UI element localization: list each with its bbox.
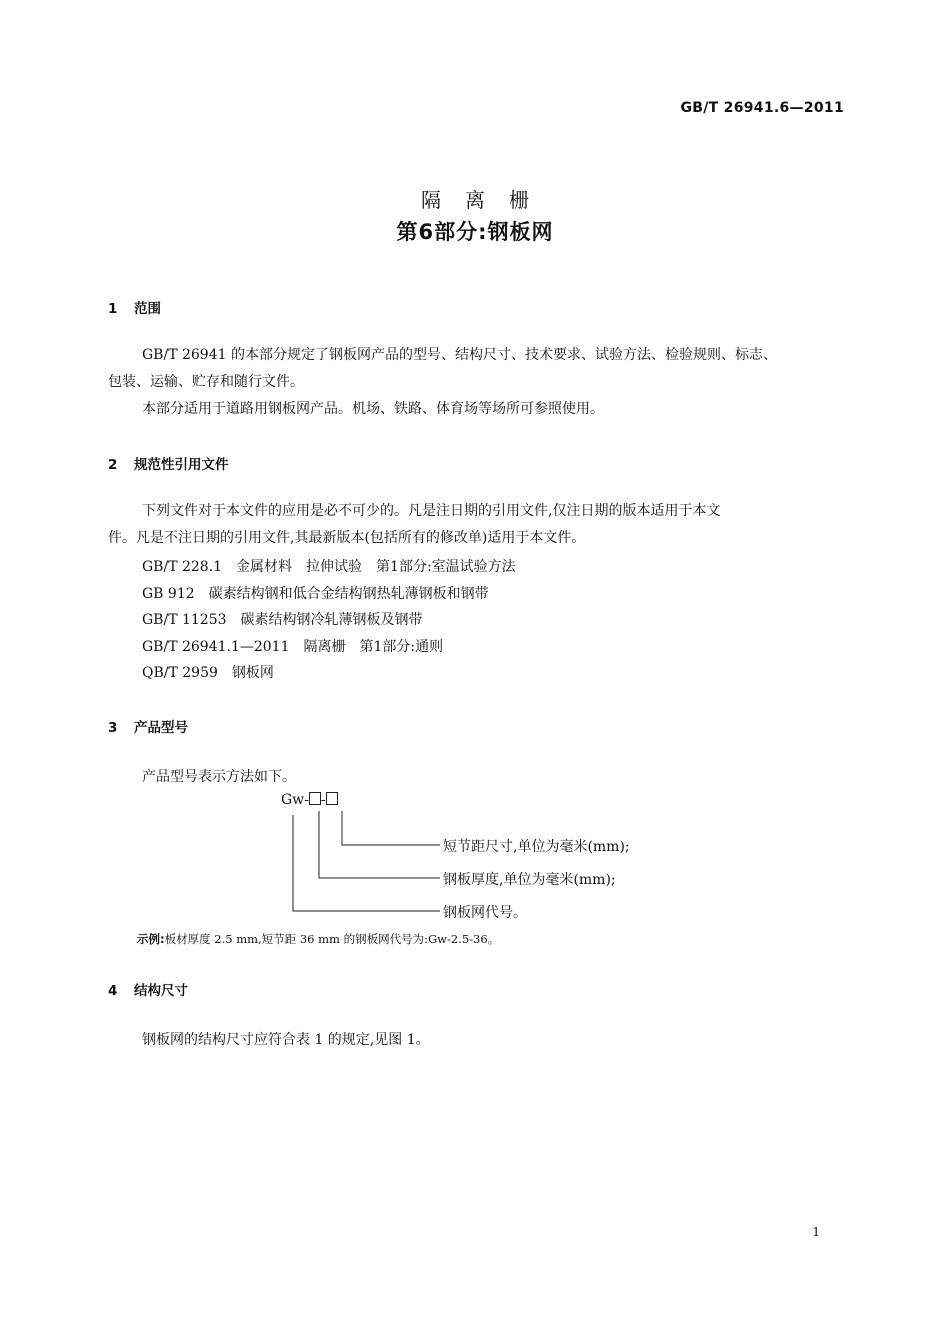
- reference-item: GB/T 228.1 金属材料 拉伸试验 第1部分:室温试验方法: [142, 559, 516, 575]
- leader-line-pitch: [342, 811, 440, 845]
- example-note: [137, 931, 499, 947]
- placeholder-box-1: [309, 792, 321, 805]
- section-1-p1-line2: 包装、运输、贮存和随行文件。: [108, 374, 304, 390]
- section-1-p1-line1: GB/T 26941 的本部分规定了钢板网产品的型号、结构尺寸、技术要求、试验方法、检验规则、标志、: [142, 347, 777, 363]
- section-1-title: 范围: [134, 301, 161, 317]
- page-number: 1: [812, 1225, 820, 1239]
- document-subtitle: 第6部分:钢板网: [396, 220, 554, 244]
- section-2-p1-line1: 下列文件对于本文件的应用是必不可少的。凡是注日期的引用文件,仅注日期的版本适用于本文: [142, 503, 721, 519]
- section-2-paragraph-1: [108, 498, 846, 552]
- section-1-heading: [108, 297, 161, 317]
- section-2-title: 规范性引用文件: [134, 457, 229, 473]
- section-1-paragraph-2: [108, 396, 846, 423]
- section-4-title: 结构尺寸: [134, 983, 188, 999]
- section-4-paragraph-1: 钢板网的结构尺寸应符合表 1 的规定,见图 1。: [142, 1032, 430, 1048]
- example-label: 示例:: [137, 932, 165, 946]
- section-1-p2-text: 本部分适用于道路用钢板网产品。机场、铁路、体育场等场所可参照使用。: [142, 401, 604, 417]
- reference-item: GB/T 11253 碳素结构钢冷轧薄钢板及钢带: [142, 612, 423, 628]
- section-1-number: 1: [108, 301, 118, 317]
- example-text: 板材厚度 2.5 mm,短节距 36 mm 的钢板网代号为:Gw-2.5-36。: [164, 932, 500, 946]
- section-3-number: 3: [108, 720, 118, 736]
- standard-code: GB/T 26941.6—2011: [680, 100, 844, 116]
- document-title: 隔离栅: [421, 188, 553, 212]
- section-2-number: 2: [108, 457, 118, 473]
- reference-item: QB/T 2959 钢板网: [142, 665, 274, 681]
- section-3-title: 产品型号: [134, 720, 188, 736]
- section-2-heading: [108, 453, 229, 473]
- product-code-separator: -: [320, 792, 326, 808]
- label-code: 钢板网代号。: [443, 905, 527, 921]
- placeholder-box-2: [326, 792, 338, 805]
- section-4-heading: [108, 979, 188, 999]
- section-3-heading: [108, 716, 188, 736]
- section-3-intro: 产品型号表示方法如下。: [142, 769, 296, 785]
- section-4-number: 4: [108, 983, 118, 999]
- section-2-p1-line2: 件。凡是不注日期的引用文件,其最新版本(包括所有的修改单)适用于本文件。: [108, 530, 586, 546]
- reference-item: GB 912 碳素结构钢和低合金结构钢热轧薄钢板和钢带: [142, 586, 489, 602]
- section-1-paragraph-1: [108, 342, 846, 396]
- reference-item: GB/T 26941.1—2011 隔离栅 第1部分:通则: [142, 639, 444, 655]
- leader-line-code: [293, 815, 440, 911]
- leader-line-thickness: [319, 811, 440, 878]
- label-thickness: 钢板厚度,单位为毫米(mm);: [443, 872, 616, 888]
- product-code: [281, 792, 338, 808]
- label-pitch: 短节距尺寸,单位为毫米(mm);: [443, 839, 630, 855]
- product-code-prefix: Gw-: [281, 792, 309, 808]
